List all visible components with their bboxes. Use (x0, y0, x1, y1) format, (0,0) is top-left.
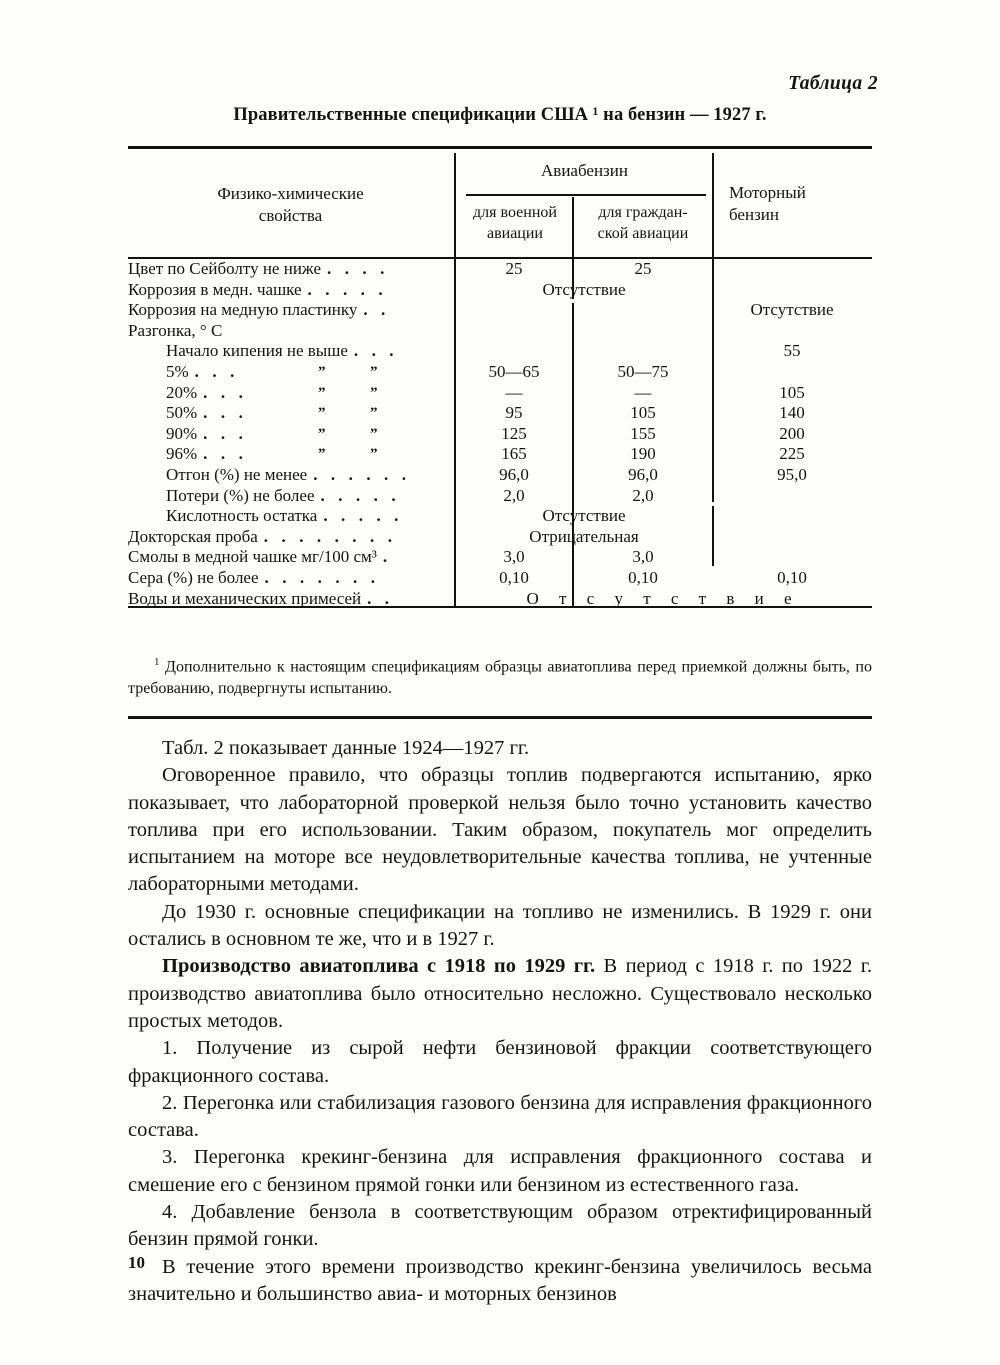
table-rows (128, 259, 872, 609)
row-label-text: Отгон (%) не менее (166, 464, 308, 484)
table-body (128, 259, 872, 606)
cell-motor: 55 (783, 341, 801, 361)
header-divider-1 (454, 153, 456, 257)
list-item-1: 1. Получение из сырой нефти бензиновой фракции соответствующего фракционного состава. (128, 1037, 872, 1087)
ditto-mark: ” (318, 405, 326, 422)
footnote-marker: 1 (154, 656, 160, 668)
table-number-label: Таблица 2 (788, 73, 878, 94)
cell-military-aviation: 50—65 (488, 361, 540, 381)
row-label (128, 589, 448, 610)
row-label-text: Начало кипения не выше (166, 341, 348, 361)
row-label (128, 486, 448, 507)
header-divider-3 (712, 153, 714, 257)
dot-leader: . . . (194, 361, 239, 381)
row-label (128, 321, 448, 342)
cell-civil-aviation: 3,0 (632, 547, 654, 567)
table-title: Правительственные спецификации США ¹ на бензин — 1927 г. (233, 105, 767, 125)
row-label-text: Разгонка, ° С (128, 320, 223, 340)
cell-motor: 105 (779, 382, 805, 402)
cell-aviation-span: Отсутствие (542, 279, 626, 299)
table-header (128, 149, 872, 257)
table-footnote (128, 655, 872, 700)
table-row (128, 527, 872, 548)
cell-motor (716, 280, 868, 301)
cell-civil-aviation: 96,0 (628, 464, 658, 484)
cell-civil-aviation (576, 321, 710, 342)
row-label (128, 506, 448, 527)
column-header-motor-line1: Моторный (729, 183, 806, 202)
row-label-text: Цвет по Сейболту не ниже (128, 259, 321, 278)
cell-military-aviation (458, 321, 570, 342)
row-label (128, 444, 448, 465)
cell-motor (716, 506, 868, 527)
column-header-properties (128, 183, 453, 228)
dot-leader: . . . . . (320, 485, 401, 505)
footnote-bottom-rule (128, 716, 872, 719)
column-header-military-line2: авиации (486, 224, 543, 242)
column-header-military-aviation (457, 203, 573, 245)
cell-military-aviation: 125 (501, 423, 527, 443)
table-row (128, 362, 872, 383)
cell-military-aviation: 96,0 (499, 464, 529, 484)
cell-military-aviation: 2,0 (503, 485, 525, 505)
specifications-table (128, 146, 872, 608)
row-label (128, 547, 448, 568)
cell-civil-aviation: 50—75 (617, 361, 669, 381)
cell-motor (716, 259, 868, 280)
dot-leader: . . . . . (323, 506, 404, 526)
table-row (128, 444, 872, 465)
dot-leader: . (382, 547, 392, 567)
cell-military-aviation: 3,0 (503, 547, 525, 567)
cell-military-aviation: — (505, 382, 523, 402)
table-row (128, 300, 872, 321)
row-label-text: Кислотность остатка (166, 506, 318, 526)
table-row (128, 486, 872, 507)
table-row (128, 383, 872, 404)
column-header-motor-gasoline (717, 182, 867, 227)
column-header-military-line1: для военной (473, 204, 557, 221)
column-header-properties-line2: свойства (258, 206, 323, 226)
ditto-mark: ” (318, 363, 326, 380)
cell-civil-aviation: 155 (630, 423, 656, 443)
table-row (128, 589, 872, 610)
cell-motor (716, 486, 868, 507)
row-label (128, 403, 448, 424)
cell-civil-aviation: — (634, 382, 652, 402)
row-label-text: 50% (166, 403, 198, 423)
row-label (128, 362, 448, 383)
row-label-text: 96% (166, 444, 198, 464)
cell-motor (716, 321, 868, 342)
table-row (128, 259, 872, 280)
ditto-mark: ” (318, 425, 326, 442)
cell-motor: 200 (779, 423, 805, 443)
cell-military-aviation: 0,10 (499, 567, 529, 587)
dot-leader: . . . (203, 382, 248, 402)
cell-aviation-span: Отсутствие (542, 506, 626, 526)
dot-leader: . . . . . (307, 279, 388, 299)
table-row (128, 403, 872, 424)
cell-military-aviation: 95 (505, 403, 523, 423)
dot-leader: . . (367, 588, 394, 608)
dot-leader: . . . . . . . . (263, 526, 397, 546)
ditto-mark: ” (318, 446, 326, 463)
table-row (128, 280, 872, 301)
row-label-text: Коррозия на медную пластинку (128, 300, 358, 320)
paragraph-3: До 1930 г. основные спецификации на топливо не изменились. В 1929 г. они остались в основном те же, что и в 1927 г. (128, 900, 872, 951)
column-header-motor-line2: бензин (729, 205, 779, 225)
footnote-line2: приемкой должны быть, по требованию, подвергнуты испытанию. (128, 658, 872, 698)
dot-leader: . . . (353, 341, 399, 361)
ditto-mark: ” (370, 363, 378, 380)
row-label-text: Смолы в медной чашке мг/100 см³ (128, 547, 377, 567)
row-label (128, 465, 448, 486)
row-label (128, 568, 448, 589)
row-label (128, 280, 448, 301)
paragraph-4 (128, 953, 872, 1035)
row-label-text: 20% (166, 382, 198, 402)
ditto-mark: ” (370, 405, 378, 422)
table-row (128, 506, 872, 527)
row-label-text: Коррозия в медн. чашке (128, 279, 302, 299)
dot-leader: . . . . (327, 259, 389, 278)
cell-military-aviation: 25 (505, 259, 523, 278)
cell-motor: Отсутствие (750, 300, 834, 320)
cell-motor: 225 (779, 444, 805, 464)
cell-motor (716, 527, 868, 548)
row-label-text: 5% (166, 361, 189, 381)
dot-leader: . . . . . . . (264, 567, 380, 587)
ditto-mark: ” (370, 384, 378, 401)
table-row (128, 568, 872, 589)
list-item-3: 3. Перегонка крекинг-бензина для исправления фракционного состава и смешение его с бензином прямой гонки или бензином из естественного газа. (128, 1146, 872, 1196)
cell-civil-aviation: 25 (634, 259, 652, 278)
footnote-line1: Дополнительно к настоящим спецификациям образцы авиатоплива перед (165, 658, 676, 676)
ditto-mark: ” (370, 425, 378, 442)
row-label-text: 90% (166, 423, 198, 443)
cell-civil-aviation: 105 (630, 403, 656, 423)
table-row (128, 341, 872, 362)
row-label (128, 341, 448, 362)
list-item-2: 2. Перегонка или стабилизация газового бензина для исправления фракционного состава. (128, 1091, 872, 1142)
cell-civil-aviation: 0,10 (628, 567, 658, 587)
ditto-mark: ” (370, 446, 378, 463)
cell-civil-aviation (576, 341, 710, 362)
dot-leader: . . . (203, 423, 248, 443)
row-label (128, 424, 448, 445)
cell-aviation-span: Отрицательная (529, 526, 639, 546)
table-row (128, 547, 872, 568)
row-label-text: Сера (%) не более (128, 567, 259, 587)
paragraph-4-heading: Производство авиатоплива с 1918 по 1929 гг. (162, 955, 596, 978)
column-header-civil-aviation (575, 203, 711, 245)
row-label-text: Докторская проба (128, 526, 258, 546)
page-number: 10 (128, 1253, 145, 1272)
ditto-mark: ” (318, 384, 326, 401)
cell-military-aviation (458, 300, 570, 321)
column-header-properties-line1: Физико-химические (217, 184, 364, 203)
row-label (128, 300, 448, 321)
column-header-civil-line2: ской авиации (597, 224, 689, 242)
cell-civil-aviation: 190 (630, 444, 656, 464)
paragraph-5: В течение этого времени производство крекинг-бензина увеличилось весьма значительно и большинство авиа- и моторных бензинов (128, 1255, 872, 1305)
column-group-header-aviation: Авиабензин (541, 161, 628, 180)
table-row (128, 321, 872, 342)
table-row (128, 424, 872, 445)
dot-leader: . . (363, 300, 390, 320)
list-item-4: 4. Добавление бензола в соответствующим образом отректифицированный бензин прямой гонки. (128, 1201, 872, 1251)
cell-civil-aviation: 2,0 (632, 485, 654, 505)
paragraph-2: Оговоренное правило, что образцы топлив подвергаются испытанию, ярко показывает, что лабораторной проверкой нельзя было точно установить качество топлива при его использовании. Таким образом, покупатель мог определить испытанием на моторе все неудовлетворительные качества топлива, не учтенные лабораторными методами. (128, 764, 872, 896)
row-label-text: Потери (%) не более (166, 485, 315, 505)
row-label (128, 527, 448, 548)
table-row (128, 465, 872, 486)
paragraph-4-text: В период с 1918 г. по 1922 г. производство авиатоплива было относительно несложно. Существовало несколько простых методов. (128, 955, 872, 1032)
column-header-civil-line1: для граждан- (598, 204, 688, 221)
row-label-text: Воды и механических примесей (128, 588, 362, 608)
cell-civil-aviation (576, 300, 710, 321)
cell-military-aviation (458, 341, 570, 362)
cell-all-columns: О т с у т с т в и е (526, 588, 800, 608)
dot-leader: . . . (203, 444, 248, 464)
cell-motor (716, 547, 868, 568)
cell-motor (716, 362, 868, 383)
aviation-group-rule (466, 194, 706, 196)
paragraph-1: Табл. 2 показывает данные 1924—1927 гг. (162, 737, 530, 759)
cell-military-aviation: 165 (501, 444, 527, 464)
row-label (128, 259, 448, 280)
dot-leader: . . . (203, 403, 248, 423)
body-text (128, 735, 872, 1308)
cell-motor: 140 (779, 403, 805, 423)
cell-motor: 95,0 (777, 464, 807, 484)
cell-motor: 0,10 (777, 567, 807, 587)
row-label (128, 383, 448, 404)
dot-leader: . . . . . . (313, 464, 411, 484)
